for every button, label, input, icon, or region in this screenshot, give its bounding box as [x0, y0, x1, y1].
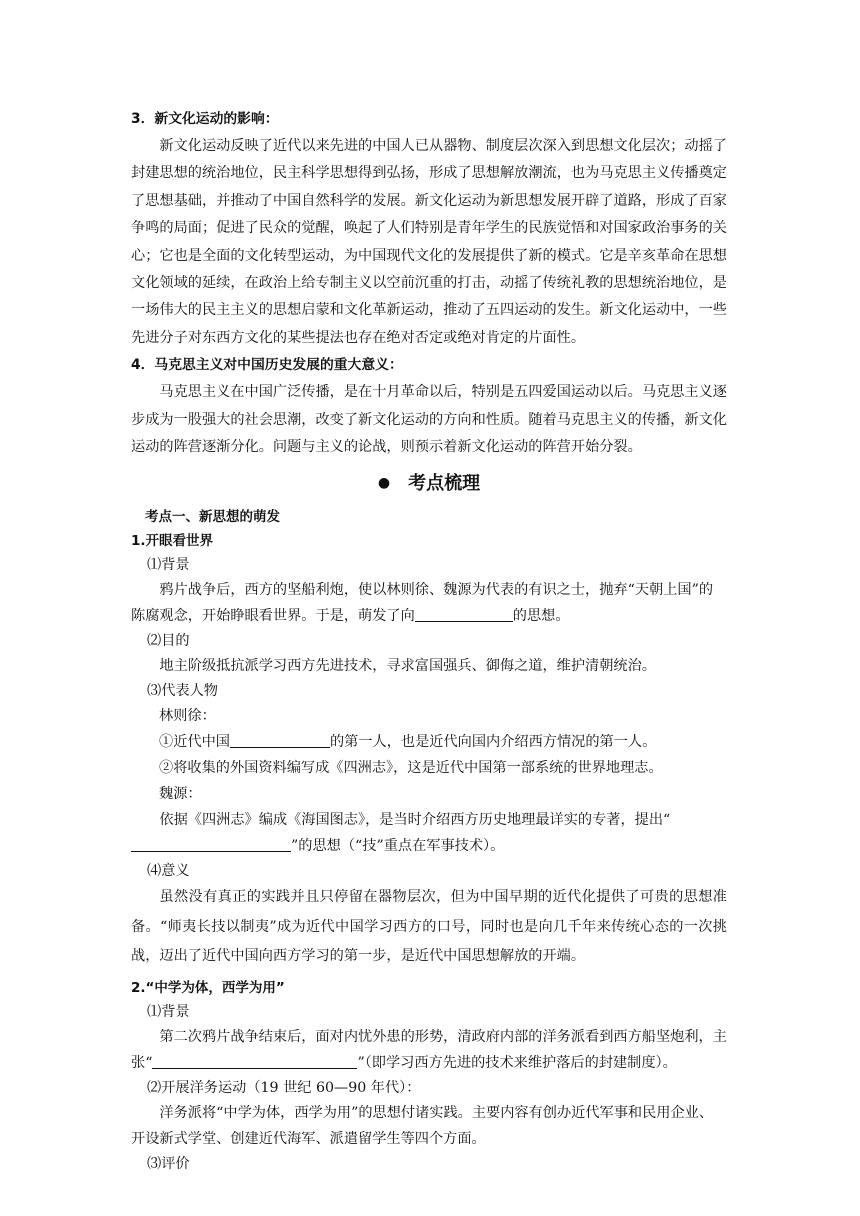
- section-title: [131, 469, 727, 495]
- point1-title: 1.开眼看世界: [131, 533, 214, 550]
- point2-bg-text-b: ”（即学习西方先进的技术来维护落后的封建制度）。: [357, 1054, 677, 1071]
- paragraph-s4: 马克思主义在中国广泛传播，是在十月革命以后，特别是五四爱国运动以后。马克思主义逐步成为一股强大的社会思潮，改变了新文化运动的方向和性质。随着马克思主义的传播，新文化运动的阵营逐渐分化。问题与主义的论战，则预示着新文化运动的阵营开始分裂。: [131, 384, 727, 456]
- document-content: [131, 106, 727, 1176]
- wei-text: [131, 807, 727, 859]
- wei-label: 魏源：: [159, 786, 202, 803]
- lin-item-1-a: ①近代中国: [159, 734, 230, 751]
- lin-item-1-b: 的第一人，也是近代向国内介绍西方情况的第一人。: [329, 734, 657, 751]
- point1-bg-text-b: 的思想。: [512, 608, 570, 625]
- point1-purpose-text: 地主阶级抵抗派学习西方先进技术，寻求富国强兵、御侮之道，维护清朝统治。: [159, 658, 656, 675]
- point2-title: 2.“中学为体，西学为用”: [131, 979, 285, 996]
- point2-bg-text: [131, 1024, 727, 1076]
- point2-eval-label: ⑶评价: [147, 1155, 190, 1172]
- wei-text-a: 依据《四洲志》编成《海国图志》，是当时介绍西方历史地理最详实的专著，提出: [159, 812, 664, 829]
- fill-blank: [152, 1054, 357, 1069]
- lin-item-1: [159, 729, 727, 755]
- point2-bg-label: ⑴背景: [147, 1003, 190, 1020]
- point2-yw-label: ⑵开展洋务运动（19 世纪 60—90 年代）：: [147, 1079, 421, 1096]
- fill-blank: [131, 837, 291, 852]
- bullet-icon: ●: [377, 475, 391, 492]
- point1-rep-label: ⑶代表人物: [147, 683, 218, 700]
- wei-quote-open: “: [663, 812, 671, 829]
- heading-s3: 3．新文化运动的影响：: [131, 111, 279, 127]
- fill-blank: [415, 607, 513, 622]
- section-title-text: 考点梳理: [408, 473, 481, 495]
- paragraph-s3: 新文化运动反映了近代以来先进的中国人已从器物、制度层次深入到思想文化层次；动摇了封建思想的统治地位，民主科学思想得到弘扬，形成了思想解放潮流，也为马克思主义传播奠定了思想基础，并推动了中国自然科学的发展。新文化运动为新思想发展开辟了道路，形成了百家争鸣的局面；促进了民众的觉醒，唤起了人们特别是青年学生的民族觉悟和对国家政治事务的关心；它也是全面的文化转型运动，为中国现代文化的发展提供了新的模式。它是辛亥革命在思想文化领域的延续，在政治上给专制主义以空前沉重的打击，动摇了传统礼教的思想统治地位，是一场伟大的民主主义的思想启蒙和文化革新运动，推动了五四运动的发生。新文化运动中，一些先进分子对东西方文化的某些提法也存在绝对否定或绝对肯定的片面性。: [131, 138, 727, 346]
- heading-s4: 4．马克思主义对中国历史发展的重大意义：: [131, 357, 403, 374]
- kaodian-heading: 考点一、新思想的萌发: [145, 509, 280, 526]
- point2-bg-text-a: 第二次鸦片战争结束后，面对内忧外患的形势，清政府内部的洋务派看到西方船坚炮利，主张“: [131, 1028, 727, 1071]
- wei-quote-close: ”的思想（“技”重点在军事技术）。: [291, 838, 505, 855]
- point1-sig-text: 虽然没有真正的实践并且只停留在器物层次，但为中国早期的近代化提供了可贵的思想准备。“师夷长技以制夷”成为近代中国学习西方的口号，同时也是向几千年来传统心态的一次挑战，迈出了近代中国向西方学习的第一步，是近代中国思想解放的开端。: [131, 889, 727, 965]
- point1-bg-text-a: 鸦片战争后，西方的坚船利炮，使以林则徐、魏源为代表的有识之士，抛弃“天朝上国”的陈腐观念，开始睁眼看世界。于是，萌发了向: [131, 582, 714, 625]
- lin-item-2: ②将收集的外国资料编写成《四洲志》，这是近代中国第一部系统的世界地理志。: [159, 760, 663, 777]
- point2-yw-text: 洋务派将“中学为体，西学为用”的思想付诸实践。主要内容有创办近代军事和民用企业、开设新式学堂、创建近代海军、派遣留学生等四个方面。: [131, 1104, 714, 1147]
- point1-purpose-label: ⑵目的: [147, 633, 190, 650]
- fill-blank: [230, 733, 330, 748]
- point1-sig-label: ⑷意义: [147, 863, 190, 880]
- lin-label: 林则徐：: [159, 708, 216, 725]
- point1-bg-text: [131, 577, 727, 629]
- point1-bg-label: ⑴背景: [147, 557, 190, 574]
